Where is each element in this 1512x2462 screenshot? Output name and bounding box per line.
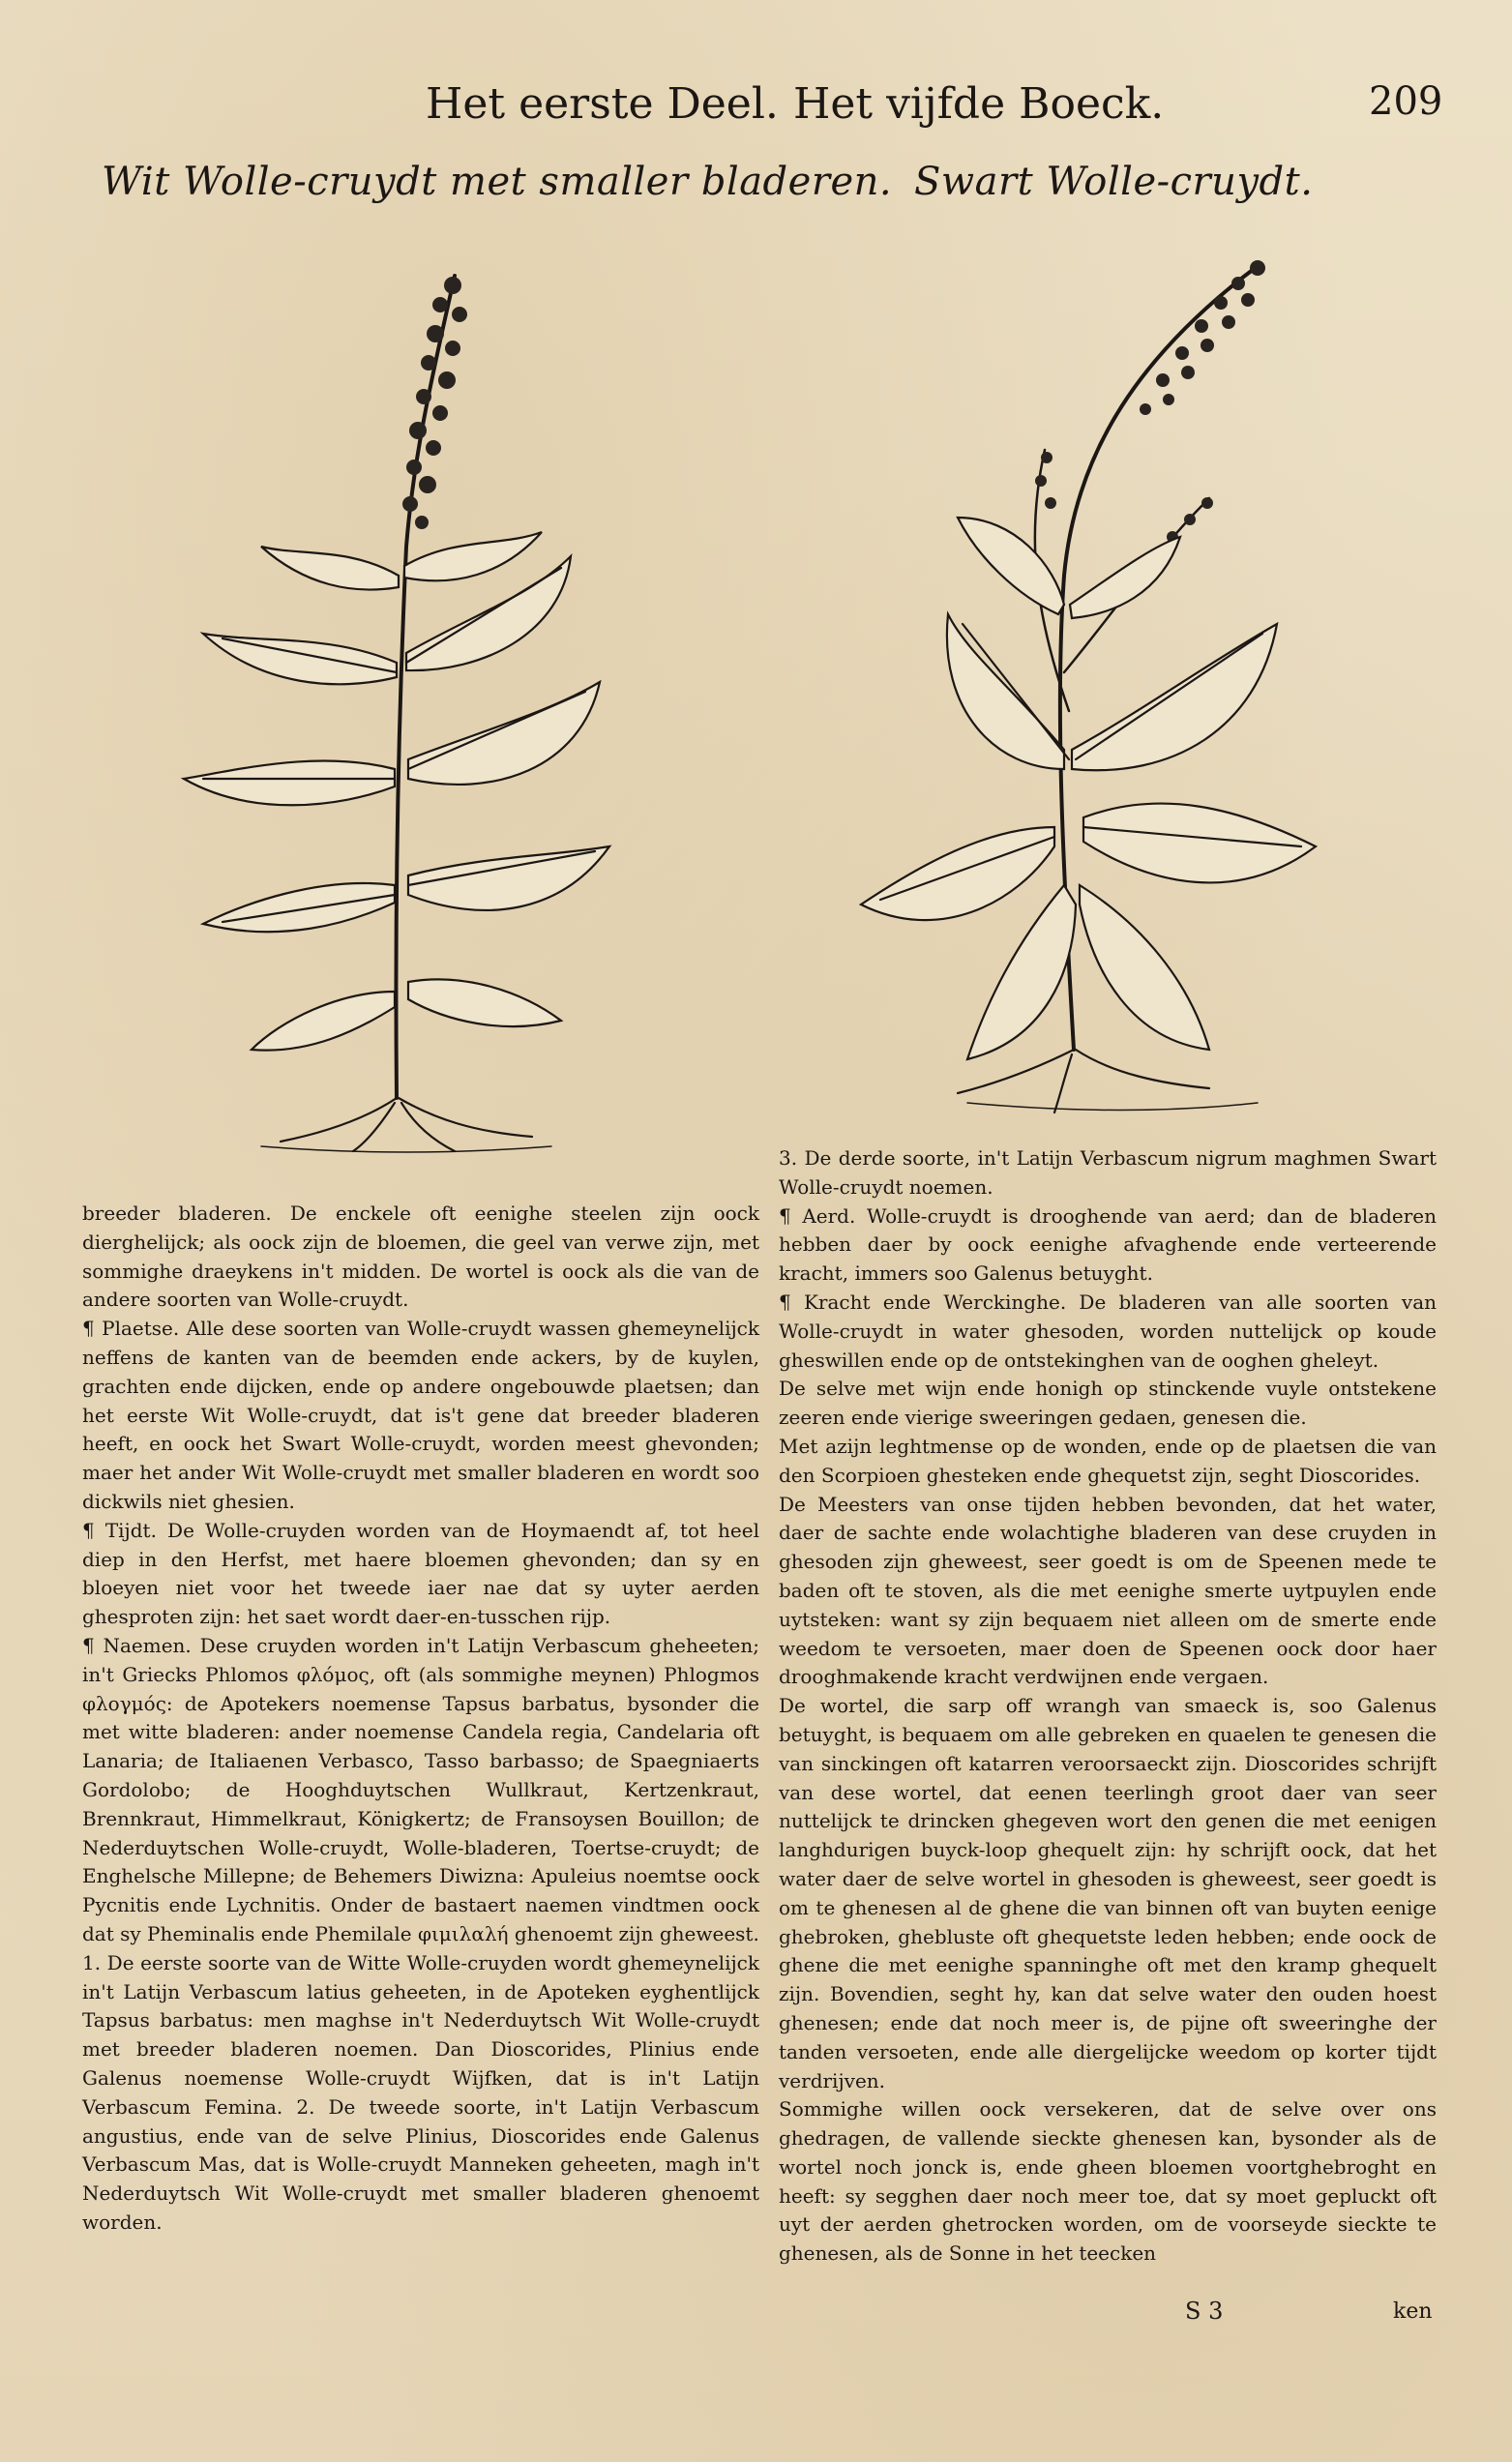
text-column-left: breeder bladeren. De enckele oft eenighe steelen zijn oock dierghelijck; als oock zijn de bloemen, die geel van verwe zijn, met sommighe draeykens in't midden. De wortel is oock als die van de andere soorten van Wolle-cruydt. ¶ Plaetse. Alle dese soorten van Wolle-cruydt wassen ghemeynelijck neffens de kanten van de beemden ende ackers, by de kuylen, grachten ende dijcken, ende op andere ongebouwde plaetsen; dan het eerste Wit Wolle-cruydt, dat is't gene dat breeder bladeren heeft, en oock het Swart Wolle-cruydt, worden meest ghevonden; maer het ander Wit Wolle-cruydt met smaller bladeren en wordt soo dickwils niet ghesien. ¶ Tijdt. De Wolle-cruyden worden van de Hoymaendt af, tot heel diep in den Herfst, met haere bloemen ghevonden; dan sy en bloeyen niet voor het tweede iaer nae dat sy uyter aerden ghesproten zijn: het saet wordt daer-en-tusschen rijp. ¶ Naemen. Dese cruyden worden in't Latijn Verbascum gheheeten; in't Griecks Phlomos φλόμος, oft (als sommighe meynen) Phlogmos φλογμός: de Apotekers noemense Tapsus barbatus, bysonder die met witte bladeren: ander noemense Candela regia, Candelaria oft Lanaria; de Italiaenen Verbasco, Tasso barbasso; de Spaegniaerts Gordolobo; de Hooghduytschen Wullkraut, Kertzenkraut, Brennkraut, Himmelkraut, Königkertz; de Fransoysen Bouillon; de Nederduytschen Wolle-cruydt, Wolle-bladeren, Toertse-cruydt; de Enghelsche Millepne; de Behemers Diwizna: Apuleius noemtse oock Pycnitis ende Lychnitis. Onder de bastaert naemen vindtmen oock dat sy Pheminalis ende Phemilale φιμιλαλή ghenoemt zijn gheweest. 1. De eerste soorte van de Witte Wolle-cruyden wordt ghemeynelijck in't Latijn Verbascum latius geheeten, in de Apoteken eyghentlijck Tapsus barbatus: men maghse in't Nederduytsch Wit Wolle-cruydt met breeder bladeren noemen. Dan Dioscorides, Plinius ende Galenus noemense Wolle-cruydt Wijfken, dat is in't Latijn Verbascum Femina. 2. De tweede soorte, in't Latijn Verbascum angustius, ende van de selve Plinius, Dioscorides ende Galenus Verbascum Mas, dat is Wolle-cruydt Manneken geheeten, magh in't Nederduytsch Wit Wolle-cruydt met smaller bladeren ghenoemt worden.	[82, 1201, 759, 2234]
caption-right: Swart Wolle-cruydt.	[914, 160, 1314, 204]
catchword: ken	[1393, 2299, 1433, 2324]
signature-mark: S 3	[1185, 2298, 1224, 2325]
page-number: 209	[1369, 79, 1443, 124]
caption-left: Wit Wolle-cruydt met smaller bladeren.	[102, 160, 893, 204]
black-mullein-woodcut-icon	[822, 208, 1364, 1117]
text-column-right: 3. De derde soorte, in't Latijn Verbascum nigrum maghmen Swart Wolle-cruydt noemen. ¶ Aerd. Wolle-cruydt is drooghende van aerd; dan de bladeren hebben daer by oock eenighe afvaghende ende verteerende kracht, immers soo Galenus betuyght. ¶ Kracht ende Werckinghe. De bladeren van alle soorten van Wolle-cruydt in water ghesoden, worden nuttelijck op koude gheswillen ende op de ontstekinghen van de ooghen gheleyt. De selve met wijn ende honigh op stinckende vuyle ontstekene zeeren ende vierige sweeringen gedaen, genesen die. Met azijn leghtmense op de wonden, ende op de plaetsen die van den Scorpioen ghesteken ende ghequetst zijn, seght Dioscorides. De Meesters van onse tijden hebben bevonden, dat het water, daer de sachte ende wolachtighe bladeren van dese cruyden in ghesoden zijn gheweest, seer goedt is om de Speenen mede te baden oft te stoven, als die met eenighe smerte uytpuylen ende uytsteken: want sy zijn bequaem niet alleen om de smerte ende weedom te versoeten, maer doen de Speenen oock door haer drooghmakende kracht verdwijnen ende vergaen. De wortel, die sarp off wrangh van smaeck is, soo Galenus betuyght, is bequaem om alle gebreken en quaelen te genesen die van sinckingen oft katarren veroorsaeckt zijn. Dioscorides schrijft van dese wortel, dat eenen teerlingh groot daer van seer nuttelijck te drincken ghegeven wort den genen die met eenigen langhdurigen buyck-loop ghequelt zijn: hy schrijft oock, dat het water daer de selve wortel in ghesoden is gheweest, seer goedt is om te ghenesen al de ghene die van binnen oft van buyten eenige ghebroken, ghebluste oft ghequetste leden hebben; ende oock de ghene die met eenighe spanninghe oft met den kramp ghequelt zijn. Bovendien, seght hy, kan dat selve water den ouden hoest ghenesen; ende dat noch meer is, de pijne oft sweeringhe der tanden versoeten, ende alle diergelijcke weedom op korter tijdt verdrijven. Sommighe willen oock versekeren, dat de selve over ons ghedragen, de vallende sieckte ghenesen kan, bysonder als de wortel noch jonck is, ende gheen bloemen voortghebroght en heeft: sy segghen daer noch meer toe, dat sy moet gepluckt oft uyt der aerden ghetrocken worden, om de voorseyde sieckte te ghenesen, als de Sonne in het teecken	[779, 1146, 1437, 2266]
running-head-left: Het eerste Deel.	[426, 79, 779, 129]
running-head-center: Het vijfde Boeck.	[793, 79, 1165, 129]
white-mullein-woodcut-icon	[145, 227, 648, 1156]
